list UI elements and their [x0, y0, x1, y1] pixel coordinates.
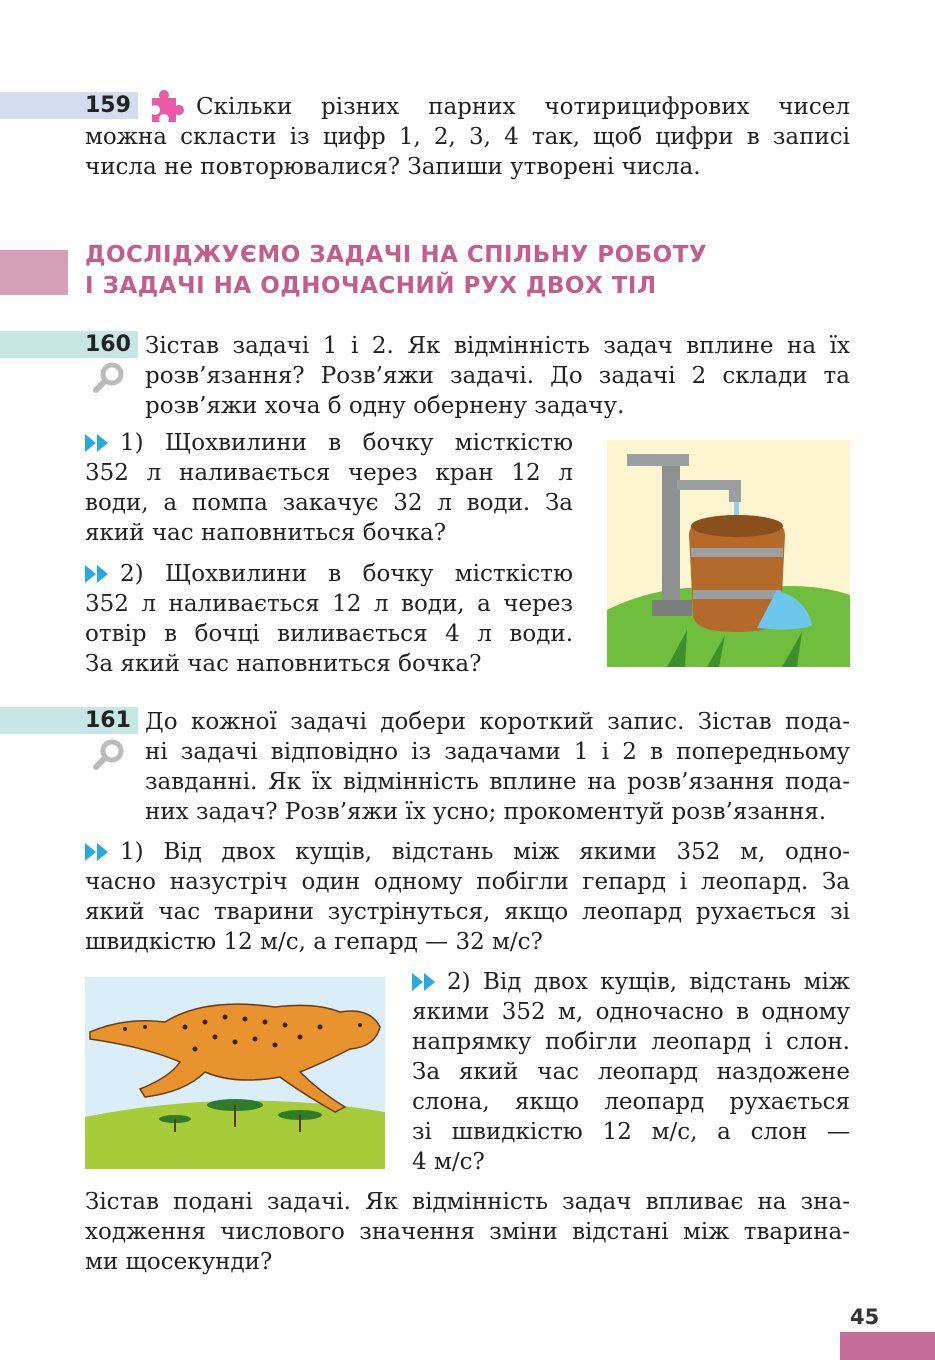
- section-title-line-2: І ЗАДАЧІ НА ОДНОЧАСНИЙ РУХ ДВОХ ТІЛ: [85, 273, 657, 299]
- double-arrow-icon: [85, 843, 111, 861]
- task-160-sub2-line-4: За який час наповниться бочка?: [85, 651, 482, 677]
- task-160-sub2-line-1: 2) Щохвилини в бочку місткістю: [120, 561, 573, 587]
- task-160-line-2: розв’язання? Розв’яжи задачі. До задачі 2 склади та: [145, 363, 850, 389]
- task-161-line-3: завданні. Як їх відмінність вплине на розв’язання пода-: [145, 769, 850, 795]
- page-number-bar: [840, 1332, 935, 1360]
- double-arrow-icon: [85, 565, 111, 583]
- task-159-line-1: Скільки різних парних чотирицифрових чисел: [196, 94, 850, 120]
- task-160-line-1: Зістав задачі 1 і 2. Як відмінність задач вплине на їх: [145, 333, 850, 359]
- task-160-sub2-line-3: отвір в бочці виливається 4 л води.: [85, 621, 573, 647]
- task-161-outro-line-2: ходження числового значення зміни відстані між тварина-: [85, 1219, 850, 1245]
- task-161-sub2-line-6: зі швидкістю 12 м/с, а слон —: [412, 1119, 850, 1145]
- magnifier-icon: [92, 738, 128, 772]
- puzzle-icon: [146, 88, 188, 124]
- task-161-line-1: До кожної задачі добери короткий запис. Зістав пода-: [145, 709, 850, 735]
- task-161-sub2-line-2: якими 352 м, одночасно в одному: [412, 999, 850, 1025]
- double-arrow-icon: [412, 973, 438, 991]
- task-161-sub1-line-4: швидкістю 12 м/с, а гепард — 32 м/с?: [85, 929, 543, 955]
- task-161-line-2: ні задачі відповідно із задачами 1 і 2 в попередньому: [145, 739, 850, 765]
- task-160-number: 160: [85, 332, 131, 357]
- section-heading-bar: [0, 250, 68, 295]
- task-160-sub1-line-4: який час наповниться бочка?: [85, 520, 447, 546]
- barrel-illustration: [607, 440, 850, 667]
- task-160-sub1-line-1: 1) Щохвилини в бочку місткістю: [120, 430, 573, 456]
- task-161-sub2-line-4: За який час леопард наздожене: [412, 1059, 850, 1085]
- task-161-sub2-line-3: напрямку побігли леопард і слон.: [412, 1029, 850, 1055]
- task-161-sub2-line-1: 2) Від двох кущів, відстань між: [447, 969, 850, 995]
- task-161-number: 161: [85, 708, 131, 733]
- page-number: 45: [850, 1305, 880, 1329]
- task-161-line-4: них задач? Розв’яжи їх усно; прокоментуй розв’язання.: [145, 799, 827, 825]
- task-161-sub1-line-1: 1) Від двох кущів, відстань між якими 352 м, одно-: [120, 839, 850, 865]
- task-159-line-3: числа не повторювалися? Запиши утворені числа.: [85, 154, 701, 180]
- task-159-line-2: можна скласти із цифр 1, 2, 3, 4 так, щоб цифри в записі: [85, 124, 850, 150]
- task-160-sub1-line-2: 352 л наливається через кран 12 л: [85, 460, 573, 486]
- task-161-sub1-line-3: який час тварини зустрінуться, якщо леопард рухається зі: [85, 899, 850, 925]
- double-arrow-icon: [85, 434, 111, 452]
- task-160-sub2-line-2: 352 л наливається 12 л води, а через: [85, 591, 573, 617]
- task-160-sub1-line-3: води, а помпа закачує 32 л води. За: [85, 490, 573, 516]
- cheetah-illustration: [85, 977, 385, 1169]
- magnifier-icon: [92, 361, 128, 395]
- task-161-sub1-line-2: часно назустріч один одному побігли гепард і леопард. За: [85, 869, 850, 895]
- task-159-number: 159: [85, 93, 131, 118]
- task-161-sub2-line-7: 4 м/с?: [412, 1149, 485, 1175]
- task-161-outro-line-1: Зістав подані задачі. Як відмінність задач впливає на зна-: [85, 1189, 850, 1215]
- task-160-line-3: розв’яжи хоча б одну обернену задачу.: [145, 393, 625, 419]
- task-161-sub2-line-5: слона, якщо леопард рухається: [412, 1089, 850, 1115]
- section-title-line-1: ДОСЛІДЖУЄМО ЗАДАЧІ НА СПІЛЬНУ РОБОТУ: [85, 242, 708, 268]
- task-161-outro-line-3: ми щосекунди?: [85, 1249, 273, 1275]
